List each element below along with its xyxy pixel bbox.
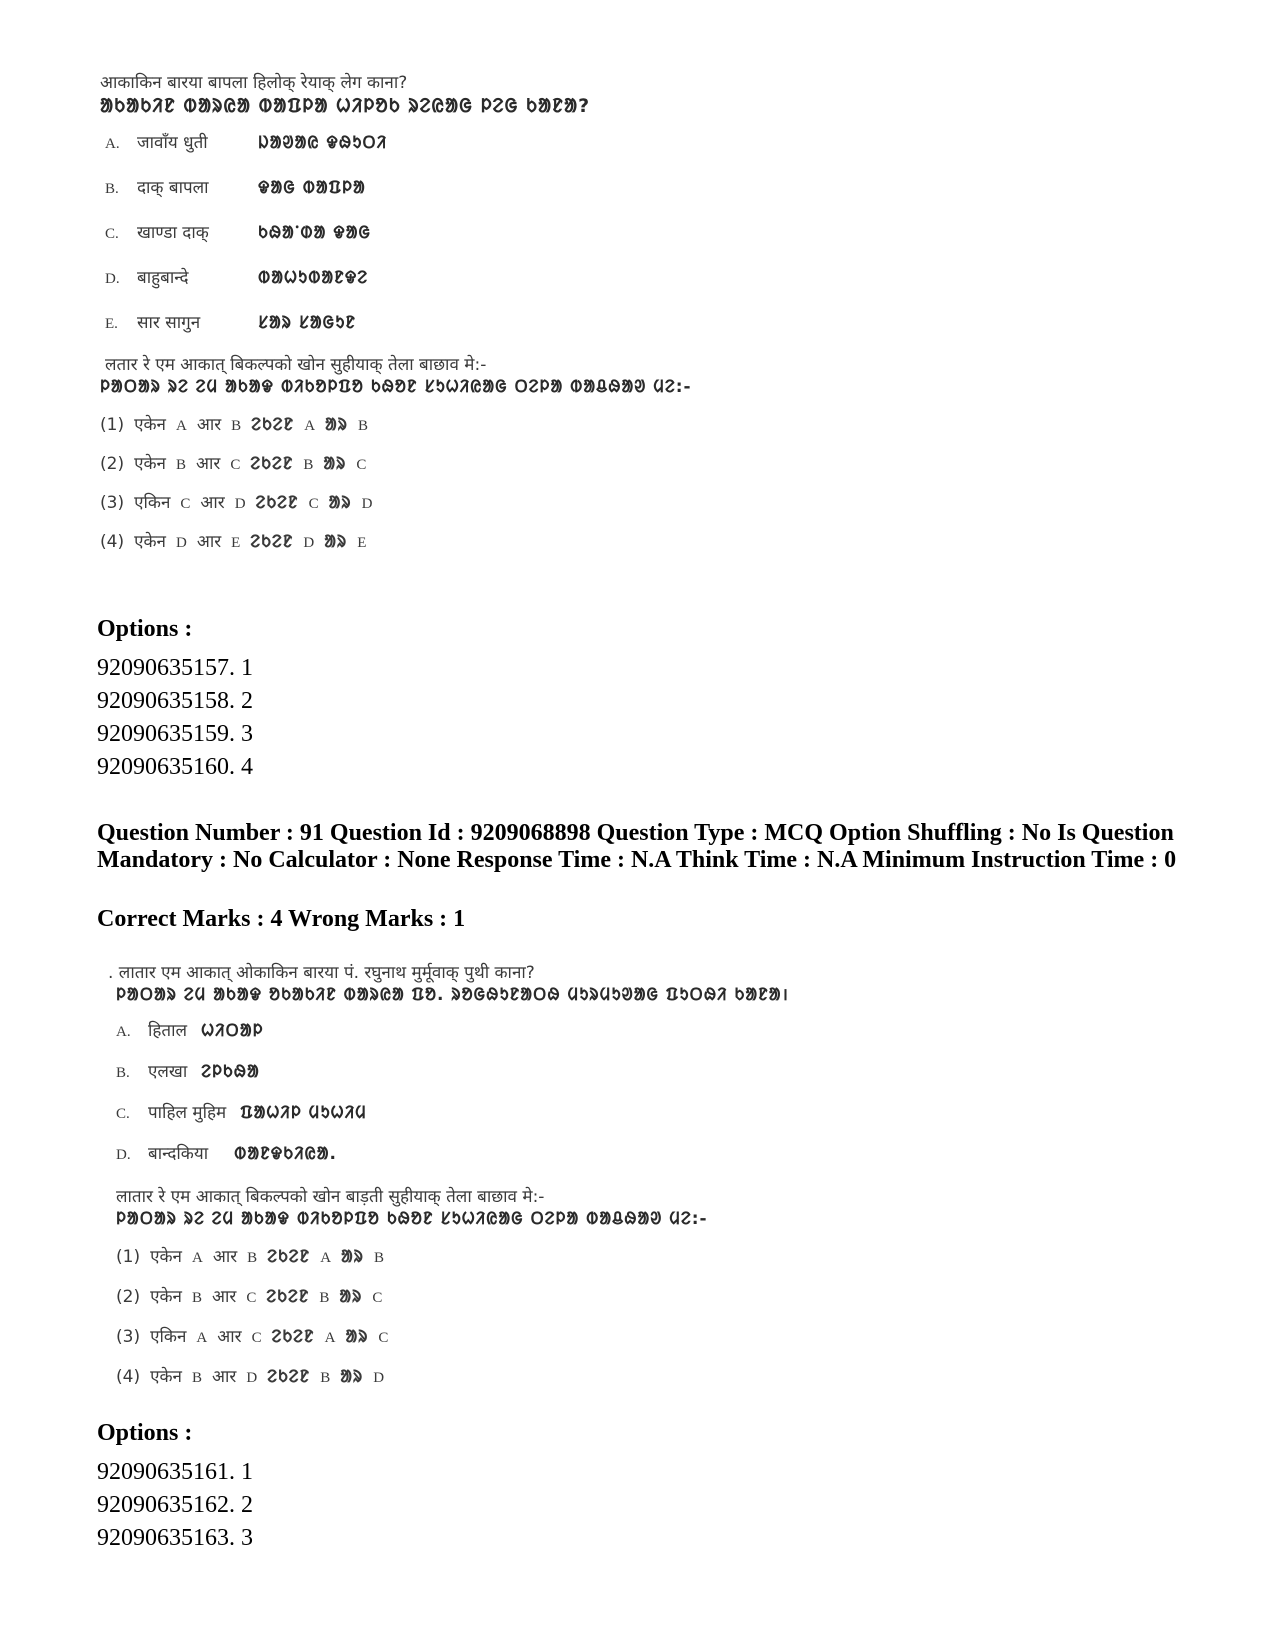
choice-olchiki: ᱮᱞᱠᱷᱟ [201, 1062, 260, 1082]
q90-choice-list [100, 130, 800, 350]
q90-question-dev: आकाकिन बारया बापला हिलोक् रेयाक् लेग काना? [100, 73, 408, 93]
q90-choice [105, 175, 800, 220]
q90-choice [105, 265, 800, 310]
item-letter: D [361, 496, 373, 512]
q91-scanned-question [108, 960, 808, 1404]
choice-letter: A. [105, 136, 120, 152]
item-word: एकेन [134, 415, 166, 435]
item-word: एकेन [134, 454, 166, 474]
item-olchiki: ᱮᱠᱮᱱ [267, 1367, 311, 1387]
item-olchiki: ᱟᱨ [324, 532, 348, 552]
q91-question-olchiki: ᱞᱟᱛᱟᱨ ᱮᱢ ᱟᱠᱟᱫ ᱚᱠᱟᱠᱤᱱ ᱵᱟᱨᱭᱟ ᱯᱚ. ᱨᱚᱜᱷᱩᱱᱟᱛᱷ ᱢᱩᱨᱢᱩᱣᱟᱜ ᱯᱩᱛᱷᱤ ᱠᱟᱱᱟ। [116, 985, 789, 1005]
choice-letter: D. [116, 1147, 131, 1163]
q91-choice [116, 1141, 808, 1182]
item-word: एकेन [150, 1367, 182, 1387]
item-letter: C [246, 1290, 257, 1306]
q91-choice [116, 1100, 808, 1141]
item-word: आर [212, 1287, 237, 1307]
item-num: (3) [116, 1327, 141, 1347]
q91-options [97, 1420, 253, 1555]
choice-olchiki: ᱡᱟᱣᱟᱭ ᱫᱷᱩᱛᱤ [258, 133, 388, 153]
q91-marks: Correct Marks : 4 Wrong Marks : 1 [97, 906, 466, 932]
q91-numbered-item [116, 1284, 808, 1324]
item-letter: C [308, 496, 319, 512]
q91-instruction-olchiki: ᱞᱟᱛᱟᱨ ᱨᱮ ᱮᱢ ᱟᱠᱟᱫ ᱵᱤᱠᱚᱞᱯᱚ ᱠᱷᱚᱱ ᱥᱩᱦᱤᱭᱟᱜ ᱛᱮᱞᱟ ᱵᱟᱪᱷᱟᱣ ᱢᱮ:- [116, 1209, 708, 1229]
choice-letter: A. [116, 1024, 131, 1040]
item-word: आर [212, 1247, 238, 1267]
q91-choice [116, 1059, 808, 1100]
item-letter: B [192, 1290, 203, 1306]
item-letter: B [319, 1290, 330, 1306]
item-letter: B [374, 1250, 385, 1266]
item-word: आर [200, 493, 225, 513]
item-letter: B [176, 457, 187, 473]
item-num: (2) [116, 1287, 141, 1307]
options-heading: Options : [97, 1420, 193, 1446]
choice-olchiki: ᱦᱤᱛᱟᱞ [201, 1021, 264, 1041]
item-olchiki: ᱟᱨ [323, 454, 347, 474]
q91-choice [116, 1018, 808, 1059]
q90-options [97, 616, 253, 784]
choice-dev: खाण्डा दाक् [137, 223, 209, 243]
q91-question-dev: . लातार एम आकात् ओकाकिन बारया पं. रघुनाथ मुर्मूवाक् पुथी काना? [108, 963, 535, 983]
choice-dev: सार सागुन [137, 313, 201, 333]
option-item: 92090635159. 3 [97, 721, 253, 747]
choice-dev: एलखा [148, 1062, 188, 1082]
q90-choice [105, 310, 800, 350]
choice-letter: B. [116, 1065, 130, 1081]
item-olchiki: ᱮᱠᱮᱱ [266, 1287, 310, 1307]
item-letter: D [176, 535, 187, 551]
choice-letter: D. [105, 271, 120, 287]
item-num: (4) [116, 1367, 141, 1387]
q91-instruction-dev: लातार रे एम आकात् बिकल्पको खोन बाड़ती सुहीयाक् तेला बाछाव मे:- [116, 1187, 545, 1207]
choice-olchiki: ᱠᱷᱟᱸᱰᱟ ᱫᱟᱜ [258, 223, 372, 243]
item-olchiki: ᱮᱠᱮᱱ [267, 1247, 311, 1267]
choice-dev: हिताल [148, 1021, 188, 1041]
q90-numbered-item [100, 490, 800, 529]
item-letter: E [357, 535, 367, 551]
item-olchiki: ᱮᱠᱮᱱ [250, 454, 294, 474]
item-letter: C [356, 457, 367, 473]
item-word: आर [196, 454, 221, 474]
item-olchiki: ᱟᱨ [339, 1287, 363, 1307]
item-olchiki: ᱮᱠᱮᱱ [250, 532, 294, 552]
item-olchiki: ᱮᱠᱮᱱ [271, 1327, 315, 1347]
item-letter: B [303, 457, 314, 473]
choice-dev: बान्दकिया [148, 1144, 209, 1164]
choice-olchiki: ᱵᱟᱦᱩᱵᱟᱱᱫᱮ [258, 268, 369, 288]
q90-instruction-dev: लतार रे एम आकात् बिकल्पको खोन सुहीयाक् तेला बाछाव मे:- [105, 355, 487, 375]
q91-numbered-list [116, 1244, 808, 1404]
item-num: (2) [100, 454, 125, 474]
item-word: एकेन [150, 1247, 182, 1267]
item-olchiki: ᱮᱠᱮᱱ [255, 493, 299, 513]
item-word: आर [196, 415, 222, 435]
item-letter: A [176, 418, 187, 434]
item-num: (3) [100, 493, 125, 513]
item-word: एकिन [150, 1327, 187, 1347]
choice-letter: C. [116, 1106, 130, 1122]
item-word: एकेन [134, 532, 166, 552]
item-word: एकेन [150, 1287, 182, 1307]
q90-choice [105, 130, 800, 175]
choice-olchiki: ᱯᱟᱦᱤᱞ ᱢᱩᱦᱤᱢ [240, 1103, 367, 1123]
q90-instruction-olchiki: ᱞᱟᱛᱟᱨ ᱨᱮ ᱮᱢ ᱟᱠᱟᱫ ᱵᱤᱠᱚᱞᱯᱚ ᱠᱷᱚᱱ ᱥᱩᱦᱤᱭᱟᱜ ᱛᱮᱞᱟ ᱵᱟᱪᱷᱟᱣ ᱢᱮ:- [100, 377, 692, 397]
q90-question-olchiki: ᱟᱠᱟᱠᱤᱱ ᱵᱟᱨᱭᱟ ᱵᱟᱯᱞᱟ ᱦᱤᱞᱚᱠ ᱨᱮᱭᱟᱜ ᱞᱮᱜ ᱠᱟᱱᱟ? [100, 95, 591, 117]
item-olchiki: ᱟᱨ [325, 415, 349, 435]
q91-numbered-item [116, 1364, 808, 1404]
q91-meta: Question Number : 91 Question Id : 9209068898 Question Type : MCQ Option Shuffling : No Is Question Mandatory : No Calculator : None Response Time : N.A Think Time : N.A Minimum Instruction Time : 0 [97, 820, 1177, 873]
q91-numbered-item [116, 1244, 808, 1284]
choice-dev: बाहुबान्दे [137, 268, 189, 288]
item-letter: A [320, 1250, 332, 1266]
item-letter: C [251, 1330, 262, 1346]
q90-numbered-item [100, 529, 800, 568]
q91-choice-list [108, 1018, 808, 1182]
q90-choice [105, 220, 800, 265]
options-heading: Options : [97, 616, 193, 642]
option-item: 92090635160. 4 [97, 754, 253, 780]
choice-dev: पाहिल मुहिम [148, 1103, 227, 1123]
item-letter: B [231, 418, 242, 434]
item-letter: D [246, 1370, 258, 1386]
item-letter: E [231, 535, 241, 551]
item-num: (4) [100, 532, 125, 552]
item-word: एकिन [134, 493, 171, 513]
choice-letter: C. [105, 226, 119, 242]
option-item: 92090635161. 1 [97, 1459, 253, 1485]
item-olchiki: ᱟᱨ [341, 1247, 365, 1267]
item-word: आर [212, 1367, 237, 1387]
item-olchiki: ᱮᱠᱮᱱ [251, 415, 295, 435]
item-letter: D [373, 1370, 385, 1386]
item-letter: B [320, 1370, 331, 1386]
item-num: (1) [116, 1247, 141, 1267]
item-letter: B [358, 418, 369, 434]
item-olchiki: ᱟᱨ [345, 1327, 369, 1347]
choice-olchiki: ᱵᱟᱱᱫᱠᱤᱭᱟ. [234, 1144, 338, 1164]
choice-letter: E. [105, 316, 118, 332]
choice-letter: B. [105, 181, 119, 197]
q90-numbered-list [100, 412, 800, 568]
item-num: (1) [100, 415, 125, 435]
choice-dev: जावाँय धुती [137, 133, 208, 153]
choice-olchiki: ᱥᱟᱨ ᱥᱟᱜᱩᱱ [258, 313, 357, 333]
item-letter: B [192, 1370, 203, 1386]
item-letter: C [230, 457, 241, 473]
choice-dev: दाक् बापला [137, 178, 209, 198]
item-letter: C [378, 1330, 389, 1346]
q90-numbered-item [100, 412, 800, 451]
item-letter: D [234, 496, 246, 512]
item-word: आर [217, 1327, 242, 1347]
option-item: 92090635163. 3 [97, 1525, 253, 1551]
item-letter: A [196, 1330, 208, 1346]
item-letter: B [247, 1250, 258, 1266]
item-letter: A [324, 1330, 336, 1346]
q91-numbered-item [116, 1324, 808, 1364]
option-item: 92090635162. 2 [97, 1492, 253, 1518]
option-item: 92090635158. 2 [97, 688, 253, 714]
item-letter: A [304, 418, 316, 434]
item-olchiki: ᱟᱨ [340, 1367, 364, 1387]
option-item: 92090635157. 1 [97, 655, 253, 681]
item-letter: C [180, 496, 191, 512]
item-letter: D [303, 535, 315, 551]
q90-numbered-item [100, 451, 800, 490]
choice-olchiki: ᱫᱟᱜ ᱵᱟᱯᱞᱟ [258, 178, 366, 198]
item-olchiki: ᱟᱨ [328, 493, 352, 513]
item-letter: A [192, 1250, 203, 1266]
q90-scanned-question [100, 70, 800, 568]
item-word: आर [196, 532, 222, 552]
item-letter: C [372, 1290, 383, 1306]
